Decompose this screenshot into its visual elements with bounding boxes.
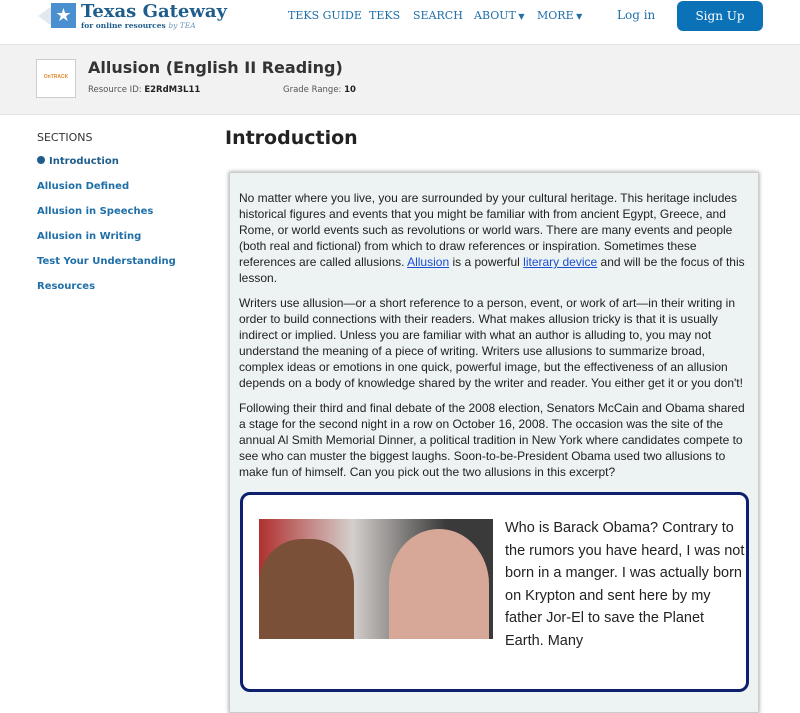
allusion-link[interactable]: Allusion xyxy=(407,255,450,269)
caret-down-icon: ▼ xyxy=(515,12,525,21)
star-icon[interactable]: ★ xyxy=(51,3,76,28)
sidebar-item-allusion-in-speeches[interactable]: Allusion in Speeches xyxy=(37,206,154,217)
page-title: Allusion (English II Reading) xyxy=(88,58,343,77)
logo-subtitle xyxy=(81,21,196,30)
nav-more-label: MORE xyxy=(537,9,574,22)
nav-search[interactable]: SEARCH xyxy=(413,9,463,22)
resource-id-value: E2RdM3L11 xyxy=(144,85,201,95)
logo-title[interactable]: Texas Gateway xyxy=(81,1,227,22)
sidebar-item-allusion-in-writing[interactable]: Allusion in Writing xyxy=(37,231,142,242)
caret-down-icon: ▼ xyxy=(573,12,583,21)
logo-decoration xyxy=(38,6,52,26)
sections-heading: SECTIONS xyxy=(37,131,93,144)
paragraph-debate: Following their third and final debate of the 2008 election, Senators McCain and Obama shared a stage for the second night in a row on October 16, 2008. The occasion was the site of the annual Al Smith Memorial Dinner, a political tradition in New York where candidates compete to see who can muster the biggest laughs. Soon-to-be-President Obama used two allusions to make fun of himself. Can you pick out the two allusions in this excerpt? xyxy=(239,401,745,479)
photo-figure xyxy=(259,539,354,639)
paragraph-text: and will be the focus of this lesson. xyxy=(239,255,745,285)
site-header xyxy=(0,0,800,45)
nav-teks[interactable]: TEKS xyxy=(369,9,401,22)
resource-id xyxy=(88,85,200,95)
resource-header xyxy=(0,45,800,115)
sidebar-item-test-your-understanding[interactable]: Test Your Understanding xyxy=(37,256,176,267)
sidebar-item-resources[interactable]: Resources xyxy=(37,281,96,292)
login-link[interactable]: Log in xyxy=(617,8,656,22)
grade-range xyxy=(283,85,356,95)
content-box xyxy=(229,172,759,713)
grade-range-value: 10 xyxy=(344,85,356,95)
ontrack-logo: OnTRACK xyxy=(36,59,76,98)
photo-figure xyxy=(389,529,489,639)
nav-about[interactable] xyxy=(474,9,525,22)
paragraph-writers: Writers use allusion—or a short reference to a person, event, or work of art—in their writing in order to build connections with their readers. What makes allusion tricky is that it is usually indirect or implied. Unless you are familiar with what an author is alluding to, you may not understand the meaning of a piece of writing. Writers use allusions to summarize broad, complex ideas or emotions in one quick, powerful image, but the effectiveness of an allusion depends on a body of knowledge shared by the writer and reader. You either get it or you don't! xyxy=(239,296,743,390)
quote-box xyxy=(240,492,749,692)
signup-button[interactable]: Sign Up xyxy=(677,1,763,31)
literary-device-link[interactable]: literary device xyxy=(523,255,598,269)
paragraph-intro xyxy=(239,190,749,286)
nav-about-label: ABOUT xyxy=(474,9,516,22)
active-dot-icon xyxy=(37,156,45,164)
sidebar-item-label: Introduction xyxy=(49,156,119,167)
quote-text: Who is Barack Obama? Contrary to the rumors you have heard, I was not born in a manger. I was actually born on Krypton and sent here by my father Jor-El to save the Planet Earth. Many xyxy=(505,520,745,649)
logo-subtitle-text: for online resources xyxy=(81,21,166,30)
resource-id-label: Resource ID: xyxy=(88,85,142,95)
grade-range-label: Grade Range: xyxy=(283,85,342,95)
nav-teks-guide[interactable]: TEKS GUIDE xyxy=(288,9,362,22)
sidebar-item-allusion-defined[interactable]: Allusion Defined xyxy=(37,181,130,192)
logo-by: by TEA xyxy=(168,21,196,30)
sidebar-item-introduction[interactable] xyxy=(37,156,119,167)
paragraph-text: No matter where you live, you are surrounded by your cultural heritage. This heritage includes historical figures and events that you might be familiar with from ancient Egypt, Greece, and Rome, or world events such as revolutions or world wars. There are many events and people (both real and fictional) from which to draw references or inspiration. Sometimes these references are called allusions. xyxy=(239,191,738,269)
section-title: Introduction xyxy=(225,127,358,149)
paragraph-text: is a powerful xyxy=(449,255,524,269)
obama-mccain-photo xyxy=(259,519,493,639)
nav-more[interactable] xyxy=(537,9,582,22)
